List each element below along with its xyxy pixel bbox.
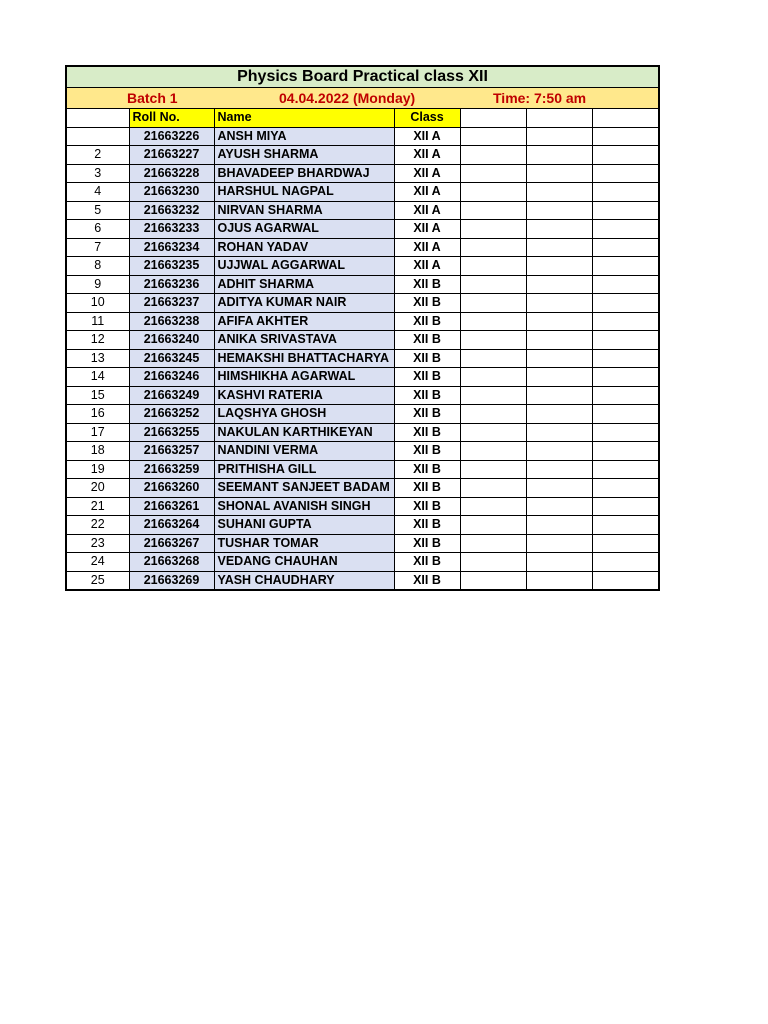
blank-cell — [460, 349, 526, 368]
blank-cell — [460, 238, 526, 257]
blank-cell — [592, 127, 658, 146]
student-name-cell: AFIFA AKHTER — [214, 312, 394, 331]
blank-cell — [460, 146, 526, 165]
blank-cell — [592, 109, 658, 127]
student-name-cell: VEDANG CHAUHAN — [214, 553, 394, 572]
serial-number-cell: 23 — [67, 534, 129, 553]
student-name-cell: KASHVI RATERIA — [214, 386, 394, 405]
blank-cell — [592, 479, 658, 498]
table-row — [67, 497, 658, 516]
blank-cell — [526, 516, 592, 535]
table-row — [67, 257, 658, 276]
table-row — [67, 460, 658, 479]
student-name-cell: BHAVADEEP BHARDWAJ — [214, 164, 394, 183]
blank-cell — [592, 442, 658, 461]
blank-cell — [526, 479, 592, 498]
serial-number-cell: 20 — [67, 479, 129, 498]
table-row — [67, 386, 658, 405]
blank-cell — [460, 386, 526, 405]
header-sno — [67, 109, 129, 127]
class-cell: XII B — [394, 479, 460, 498]
exam-time: Time: 7:50 am — [493, 90, 587, 106]
blank-cell — [592, 201, 658, 220]
student-name-cell: HARSHUL NAGPAL — [214, 183, 394, 202]
blank-cell — [526, 201, 592, 220]
blank-cell — [592, 460, 658, 479]
blank-cell — [592, 497, 658, 516]
roll-number-cell: 21663249 — [129, 386, 214, 405]
blank-cell — [460, 442, 526, 461]
blank-cell — [592, 146, 658, 165]
blank-cell — [526, 238, 592, 257]
blank-cell — [526, 349, 592, 368]
table-header-row — [67, 109, 658, 127]
table-row — [67, 349, 658, 368]
serial-number-cell: 21 — [67, 497, 129, 516]
student-table — [67, 109, 658, 589]
sheet-title: Physics Board Practical class XII — [67, 67, 658, 88]
class-cell: XII A — [394, 257, 460, 276]
blank-cell — [460, 460, 526, 479]
blank-cell — [526, 405, 592, 424]
serial-number-cell: 18 — [67, 442, 129, 461]
roll-number-cell: 21663236 — [129, 275, 214, 294]
roll-number-cell: 21663234 — [129, 238, 214, 257]
blank-cell — [460, 423, 526, 442]
serial-number-cell: 15 — [67, 386, 129, 405]
table-row — [67, 294, 658, 313]
student-name-cell: NANDINI VERMA — [214, 442, 394, 461]
roll-number-cell: 21663230 — [129, 183, 214, 202]
blank-cell — [592, 312, 658, 331]
blank-cell — [526, 257, 592, 276]
blank-cell — [592, 275, 658, 294]
class-cell: XII B — [394, 497, 460, 516]
class-cell: XII B — [394, 386, 460, 405]
roll-number-cell: 21663255 — [129, 423, 214, 442]
class-cell: XII A — [394, 146, 460, 165]
serial-number-cell: 24 — [67, 553, 129, 572]
roll-number-cell: 21663233 — [129, 220, 214, 239]
roll-number-cell: 21663237 — [129, 294, 214, 313]
blank-cell — [460, 479, 526, 498]
blank-cell — [460, 183, 526, 202]
student-name-cell: ADHIT SHARMA — [214, 275, 394, 294]
table-row — [67, 405, 658, 424]
blank-cell — [592, 553, 658, 572]
serial-number-cell: 19 — [67, 460, 129, 479]
class-cell: XII B — [394, 331, 460, 350]
table-row — [67, 220, 658, 239]
serial-number-cell — [67, 127, 129, 146]
blank-cell — [460, 294, 526, 313]
student-name-cell: NAKULAN KARTHIKEYAN — [214, 423, 394, 442]
class-cell: XII B — [394, 312, 460, 331]
class-cell: XII B — [394, 460, 460, 479]
blank-cell — [526, 275, 592, 294]
blank-cell — [526, 553, 592, 572]
blank-cell — [460, 331, 526, 350]
blank-cell — [592, 257, 658, 276]
blank-cell — [460, 534, 526, 553]
blank-cell — [526, 423, 592, 442]
blank-cell — [592, 183, 658, 202]
blank-cell — [592, 405, 658, 424]
blank-cell — [460, 368, 526, 387]
blank-cell — [526, 127, 592, 146]
student-name-cell: ANIKA SRIVASTAVA — [214, 331, 394, 350]
roll-number-cell: 21663252 — [129, 405, 214, 424]
serial-number-cell: 10 — [67, 294, 129, 313]
student-name-cell: NIRVAN SHARMA — [214, 201, 394, 220]
blank-cell — [526, 164, 592, 183]
class-cell: XII A — [394, 220, 460, 239]
table-row — [67, 146, 658, 165]
serial-number-cell: 4 — [67, 183, 129, 202]
student-name-cell: YASH CHAUDHARY — [214, 571, 394, 589]
roll-number-cell: 21663240 — [129, 331, 214, 350]
roll-number-cell: 21663261 — [129, 497, 214, 516]
serial-number-cell: 22 — [67, 516, 129, 535]
attendance-sheet — [65, 65, 660, 591]
serial-number-cell: 11 — [67, 312, 129, 331]
class-cell: XII B — [394, 405, 460, 424]
student-name-cell: AYUSH SHARMA — [214, 146, 394, 165]
serial-number-cell: 6 — [67, 220, 129, 239]
roll-number-cell: 21663267 — [129, 534, 214, 553]
blank-cell — [460, 109, 526, 127]
roll-number-cell: 21663268 — [129, 553, 214, 572]
class-cell: XII B — [394, 571, 460, 589]
blank-cell — [460, 275, 526, 294]
roll-number-cell: 21663232 — [129, 201, 214, 220]
serial-number-cell: 17 — [67, 423, 129, 442]
table-row — [67, 442, 658, 461]
blank-cell — [592, 386, 658, 405]
blank-cell — [460, 571, 526, 589]
header-class: Class — [394, 109, 460, 127]
class-cell: XII B — [394, 442, 460, 461]
table-row — [67, 238, 658, 257]
student-name-cell: UJJWAL AGGARWAL — [214, 257, 394, 276]
serial-number-cell: 16 — [67, 405, 129, 424]
roll-number-cell: 21663257 — [129, 442, 214, 461]
header-name: Name — [214, 109, 394, 127]
table-row — [67, 183, 658, 202]
blank-cell — [592, 220, 658, 239]
table-row — [67, 516, 658, 535]
serial-number-cell: 3 — [67, 164, 129, 183]
student-name-cell: LAQSHYA GHOSH — [214, 405, 394, 424]
class-cell: XII A — [394, 201, 460, 220]
header-roll-no: Roll No. — [129, 109, 214, 127]
blank-cell — [460, 127, 526, 146]
table-row — [67, 312, 658, 331]
blank-cell — [526, 183, 592, 202]
class-cell: XII B — [394, 516, 460, 535]
blank-cell — [592, 238, 658, 257]
serial-number-cell: 2 — [67, 146, 129, 165]
table-row — [67, 571, 658, 589]
class-cell: XII B — [394, 553, 460, 572]
blank-cell — [460, 497, 526, 516]
serial-number-cell: 5 — [67, 201, 129, 220]
roll-number-cell: 21663264 — [129, 516, 214, 535]
class-cell: XII B — [394, 349, 460, 368]
class-cell: XII A — [394, 183, 460, 202]
table-row — [67, 201, 658, 220]
student-name-cell: SHONAL AVANISH SINGH — [214, 497, 394, 516]
student-name-cell: ANSH MIYA — [214, 127, 394, 146]
roll-number-cell: 21663259 — [129, 460, 214, 479]
blank-cell — [526, 386, 592, 405]
roll-number-cell: 21663226 — [129, 127, 214, 146]
roll-number-cell: 21663235 — [129, 257, 214, 276]
exam-date: 04.04.2022 (Monday) — [279, 90, 416, 106]
serial-number-cell: 12 — [67, 331, 129, 350]
roll-number-cell: 21663246 — [129, 368, 214, 387]
blank-cell — [592, 368, 658, 387]
blank-cell — [460, 516, 526, 535]
class-cell: XII B — [394, 294, 460, 313]
blank-cell — [460, 220, 526, 239]
class-cell: XII A — [394, 164, 460, 183]
blank-cell — [592, 294, 658, 313]
blank-cell — [526, 109, 592, 127]
blank-cell — [526, 220, 592, 239]
table-row — [67, 275, 658, 294]
roll-number-cell: 21663269 — [129, 571, 214, 589]
roll-number-cell: 21663228 — [129, 164, 214, 183]
student-name-cell: SEEMANT SANJEET BADAM — [214, 479, 394, 498]
student-name-cell: OJUS AGARWAL — [214, 220, 394, 239]
blank-cell — [592, 164, 658, 183]
blank-cell — [460, 553, 526, 572]
blank-cell — [526, 331, 592, 350]
blank-cell — [592, 349, 658, 368]
student-name-cell: ADITYA KUMAR NAIR — [214, 294, 394, 313]
blank-cell — [526, 460, 592, 479]
class-cell: XII B — [394, 534, 460, 553]
roll-number-cell: 21663238 — [129, 312, 214, 331]
blank-cell — [526, 571, 592, 589]
class-cell: XII B — [394, 423, 460, 442]
blank-cell — [592, 331, 658, 350]
blank-cell — [526, 497, 592, 516]
blank-cell — [460, 257, 526, 276]
serial-number-cell: 7 — [67, 238, 129, 257]
roll-number-cell: 21663227 — [129, 146, 214, 165]
batch-info-row — [67, 88, 658, 109]
blank-cell — [592, 571, 658, 589]
table-row — [67, 534, 658, 553]
student-name-cell: TUSHAR TOMAR — [214, 534, 394, 553]
blank-cell — [460, 405, 526, 424]
table-row — [67, 127, 658, 146]
roll-number-cell: 21663260 — [129, 479, 214, 498]
student-name-cell: PRITHISHA GILL — [214, 460, 394, 479]
student-name-cell: HEMAKSHI BHATTACHARYA — [214, 349, 394, 368]
blank-cell — [592, 534, 658, 553]
blank-cell — [460, 201, 526, 220]
blank-cell — [526, 294, 592, 313]
blank-cell — [526, 146, 592, 165]
student-name-cell: ROHAN YADAV — [214, 238, 394, 257]
student-name-cell: SUHANI GUPTA — [214, 516, 394, 535]
blank-cell — [460, 312, 526, 331]
blank-cell — [592, 516, 658, 535]
serial-number-cell: 8 — [67, 257, 129, 276]
blank-cell — [526, 312, 592, 331]
serial-number-cell: 13 — [67, 349, 129, 368]
table-row — [67, 479, 658, 498]
blank-cell — [526, 534, 592, 553]
table-row — [67, 331, 658, 350]
class-cell: XII A — [394, 127, 460, 146]
serial-number-cell: 9 — [67, 275, 129, 294]
table-row — [67, 368, 658, 387]
table-row — [67, 553, 658, 572]
class-cell: XII A — [394, 238, 460, 257]
serial-number-cell: 25 — [67, 571, 129, 589]
blank-cell — [526, 442, 592, 461]
blank-cell — [526, 368, 592, 387]
serial-number-cell: 14 — [67, 368, 129, 387]
class-cell: XII B — [394, 368, 460, 387]
batch-label: Batch 1 — [127, 90, 178, 106]
blank-cell — [592, 423, 658, 442]
roll-number-cell: 21663245 — [129, 349, 214, 368]
table-row — [67, 423, 658, 442]
class-cell: XII B — [394, 275, 460, 294]
table-row — [67, 164, 658, 183]
student-name-cell: HIMSHIKHA AGARWAL — [214, 368, 394, 387]
blank-cell — [460, 164, 526, 183]
